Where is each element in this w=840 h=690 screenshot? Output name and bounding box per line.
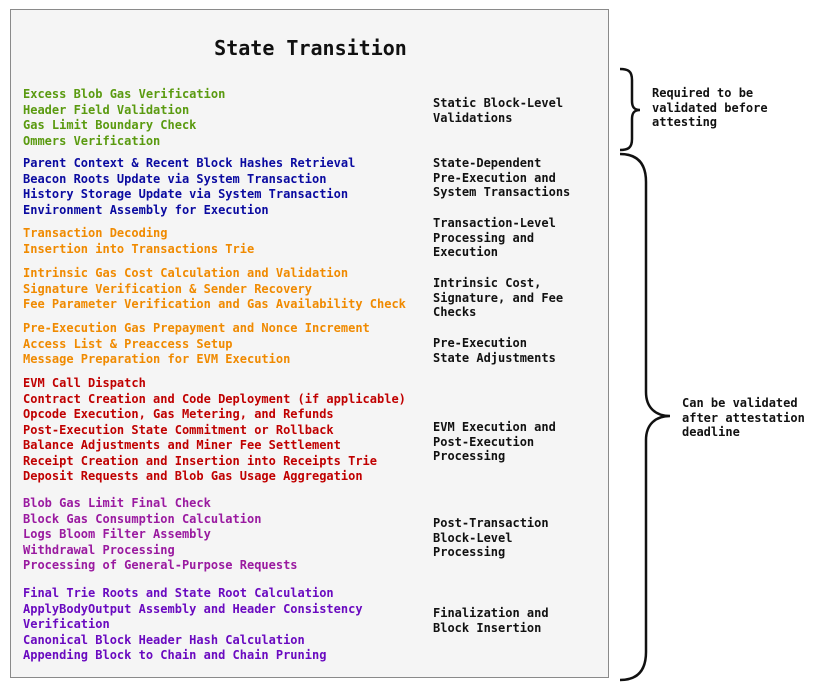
step-item: Block Gas Consumption Calculation [23, 511, 262, 526]
step-item: Processing of General-Purpose Requests [23, 558, 298, 572]
step-item: Message Preparation for EVM Execution [23, 352, 291, 366]
brace-after-deadline [620, 154, 670, 680]
step-item: Beacon Roots Update via System Transaction [23, 171, 327, 186]
step-item: Parent Context & Recent Block Hashes Retrieval [23, 156, 356, 170]
brace-before-attesting [620, 69, 640, 150]
step-item: Balance Adjustments and Miner Fee Settlement [23, 438, 341, 452]
step-item: Deposit Requests and Blob Gas Usage Aggregation [23, 469, 363, 483]
step-item: Receipt Creation and Insertion into Receipts Trie [23, 453, 378, 468]
step-item: Canonical Block Header Hash Calculation [23, 632, 305, 647]
group-label-transaction-processing: Transaction-Level Processing and Execution [433, 216, 556, 259]
step-item: Withdrawal Processing [23, 542, 175, 557]
step-item: Pre-Execution Gas Prepayment and Nonce Increment [23, 321, 370, 335]
step-item: Contract Creation and Code Deployment (if applicable) [23, 391, 406, 406]
group-label-state-adjustments: Pre-Execution State Adjustments [433, 336, 556, 365]
group-label-intrinsic-checks: Intrinsic Cost, Signature, and Fee Checks [433, 276, 564, 319]
step-item: Post-Execution State Commitment or Rollback [23, 422, 334, 437]
step-item: Excess Blob Gas Verification [23, 87, 226, 101]
step-item: Final Trie Roots and State Root Calculation [23, 586, 334, 600]
step-item: Insertion into Transactions Trie [23, 241, 255, 256]
group-label-evm-execution: EVM Execution and Post-Execution Processing [433, 420, 556, 463]
step-item: Intrinsic Gas Cost Calculation and Validation [23, 266, 349, 280]
step-item: Ommers Verification [23, 133, 161, 148]
step-item: Environment Assembly for Execution [23, 202, 269, 217]
step-item: Verification [23, 617, 110, 631]
step-item: Gas Limit Boundary Check [23, 118, 197, 132]
group-label-static-validations: Static Block-Level Validations [433, 96, 564, 125]
step-item: Opcode Execution, Gas Metering, and Refunds [23, 407, 334, 421]
group-label-post-transaction: Post-Transaction Block-Level Processing [433, 516, 549, 559]
group-label-pre-execution: State-Dependent Pre-Execution and System Transactions [433, 156, 571, 199]
step-item: EVM Call Dispatch [23, 376, 146, 390]
step-item: ApplyBodyOutput Assembly and Header Consistency [23, 601, 363, 616]
note-after-deadline: Can be validated after attestation deadline [682, 396, 805, 439]
step-item: Access List & Preaccess Setup [23, 336, 233, 351]
step-item: Transaction Decoding [23, 226, 168, 240]
step-item: Appending Block to Chain and Chain Pruning [23, 648, 327, 662]
step-item: Signature Verification & Sender Recovery [23, 281, 312, 296]
step-item: History Storage Update via System Transaction [23, 187, 349, 201]
diagram-title: State Transition [214, 36, 407, 60]
step-item: Header Field Validation [23, 102, 190, 117]
step-item: Fee Parameter Verification and Gas Availability Check [23, 297, 406, 311]
step-item: Blob Gas Limit Final Check [23, 496, 211, 510]
note-before-attesting: Required to be validated before attesting [652, 86, 768, 129]
group-label-finalization: Finalization and Block Insertion [433, 606, 549, 635]
step-item: Logs Bloom Filter Assembly [23, 527, 211, 541]
